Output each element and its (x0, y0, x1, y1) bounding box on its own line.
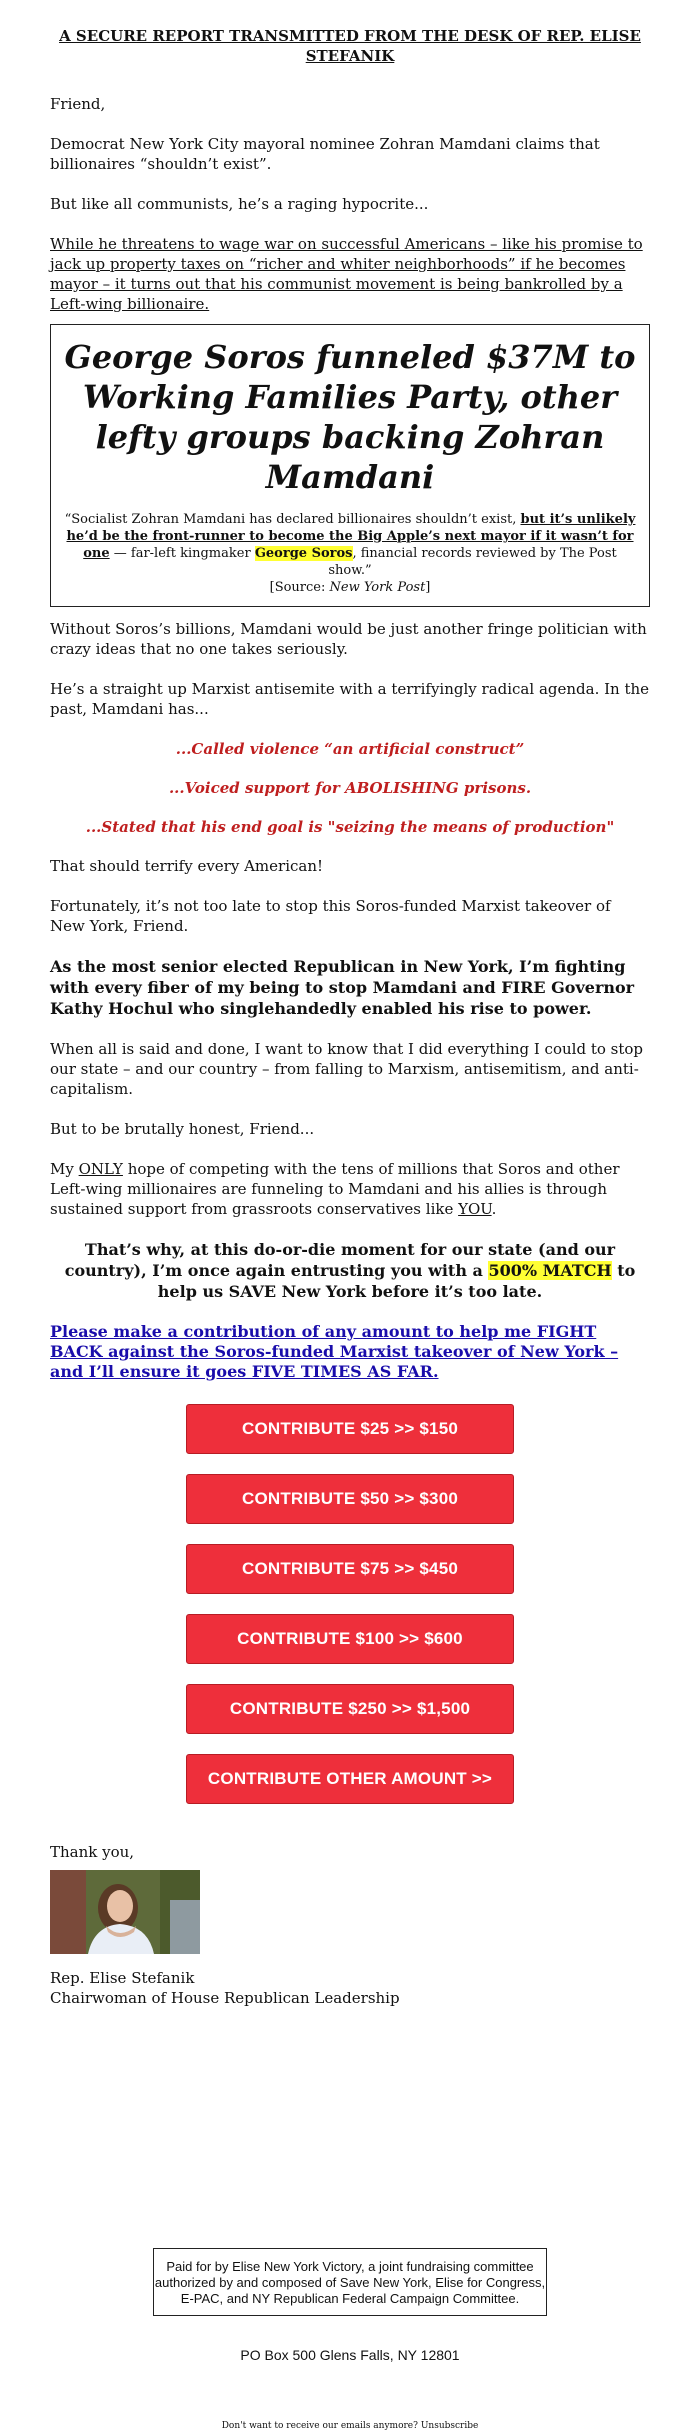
contribute-75-button[interactable]: CONTRIBUTE $75 >> $450 (186, 1544, 514, 1594)
mailing-address: PO Box 500 Glens Falls, NY 12801 (240, 2347, 460, 2363)
paragraph-11 (50, 1159, 650, 1219)
paragraph-4: Without Soros’s billions, Mamdani would be just another fringe politician with crazy ideas that no one takes seriously. (50, 620, 647, 658)
paragraph-3: While he threatens to wage war on successful Americans – like his promise to jack up property taxes on “richer and whiter neighborhoods” if he becomes mayor – it turns out that his communist movement is being bankrolled by a Left-wing billionaire. (50, 235, 643, 313)
p11-part-c: . (491, 1200, 497, 1218)
paragraph-8: As the most senior elected Republican in New York, I’m fighting with every fiber of my being to stop Mamdani and FIRE Governor Kathy Hochul who singlehandedly enabled his rise to power. (50, 957, 635, 1018)
paragraph-2: But like all communists, he’s a raging hypocrite... (50, 195, 429, 213)
stefanik-photo (50, 1870, 200, 1954)
news-quote-text (63, 511, 637, 596)
greeting: Friend, (50, 95, 106, 113)
unsubscribe-link[interactable]: Unsubscribe (420, 2421, 479, 2431)
quote-part-c: — far-left kingmaker (109, 546, 255, 561)
contribute-other-button[interactable]: CONTRIBUTE OTHER AMOUNT >> (186, 1754, 514, 1804)
spacer (50, 2008, 650, 2248)
match-highlight: 500% MATCH (488, 1261, 612, 1280)
contribute-25-button[interactable]: CONTRIBUTE $25 >> $150 (186, 1404, 514, 1454)
paragraph-9: When all is said and done, I want to know that I did everything I could to stop our state – and our country – from falling to Marxism, antisemitism, and anti-capitalism. (50, 1040, 644, 1098)
source-prefix: [Source: (269, 580, 330, 595)
thank-you: Thank you, (50, 1843, 135, 1861)
contribute-250-button[interactable]: CONTRIBUTE $250 >> $1,500 (186, 1684, 514, 1734)
red-claim-1: ...Called violence “an artificial construct” (175, 740, 525, 758)
signature-name: Rep. Elise Stefanik (50, 1969, 195, 1987)
p12-part-b: to help us SAVE New York before it’s too late. (157, 1261, 636, 1301)
p11-only: ONLY (78, 1160, 123, 1178)
source-name: New York Post (329, 580, 426, 595)
p12-part-a: That’s why, at this do-or-die moment for our state (and our country), I’m once again entrusting you with a (64, 1240, 616, 1280)
contribute-button-group (50, 1404, 650, 1804)
quote-highlight: George Soros (254, 546, 353, 561)
paragraph-5: He’s a straight up Marxist antisemite with a terrifyingly radical agenda. In the past, Mamdani has... (50, 680, 650, 718)
contribute-50-button[interactable]: CONTRIBUTE $50 >> $300 (186, 1474, 514, 1524)
p11-part-b: hope of competing with the tens of millions that Soros and other Left-wing millionaires are funneling to Mamdani and his allies is through sustained support from grassroots conservatives like (50, 1160, 620, 1218)
email-header: A SECURE REPORT TRANSMITTED FROM THE DESK OF REP. ELISE STEFANIK (59, 27, 641, 65)
red-claim-3: ...Stated that his end goal is "seizing the means of production" (85, 818, 615, 836)
source-suffix: ] (425, 580, 431, 595)
news-quote-box (50, 324, 650, 607)
unsubscribe-text: Don't want to receive our emails anymore? (221, 2421, 421, 2431)
p11-part-a: My (50, 1160, 79, 1178)
paragraph-1: Democrat New York City mayoral nominee Zohran Mamdani claims that billionaires “shouldn’t exist”. (50, 135, 600, 173)
p11-you: YOU (458, 1200, 492, 1218)
quote-part-b: but it’s unlikely he’d be the front-runner to become the Big Apple’s next mayor if it wasn’t for one (66, 512, 636, 561)
quote-part-d: , financial records reviewed by The Post show.” (328, 546, 617, 578)
email-body (50, 0, 650, 2432)
contribute-cta-link[interactable]: Please make a contribution of any amount to help me FIGHT BACK against the Soros-funded Marxist takeover of New York – and I’ll ensure it goes FIVE TIMES AS FAR. (50, 1322, 619, 1381)
paragraph-6: That should terrify every American! (50, 857, 324, 875)
quote-part-a: “Socialist Zohran Mamdani has declared billionaires shouldn’t exist, (64, 512, 521, 527)
paid-for-disclaimer: Paid for by Elise New York Victory, a joint fundraising committee authorized by and composed of Save New York, Elise for Congress, E-PAC, and NY Republican Federal Campaign Committee. (153, 2248, 547, 2316)
paragraph-10: But to be brutally honest, Friend... (50, 1120, 315, 1138)
news-headline: George Soros funneled $37M to Working Families Party, other lefty groups backing Zohran Mamdani (64, 338, 636, 496)
unsubscribe-line (50, 2420, 650, 2432)
red-claim-2: ...Voiced support for ABOLISHING prisons. (168, 779, 532, 797)
signature-title: Chairwoman of House Republican Leadership (50, 1989, 400, 2007)
portrait-image (50, 1870, 200, 1954)
paragraph-7: Fortunately, it’s not too late to stop this Soros-funded Marxist takeover of New York, Friend. (50, 897, 611, 935)
contribute-100-button[interactable]: CONTRIBUTE $100 >> $600 (186, 1614, 514, 1664)
paragraph-12 (50, 1239, 650, 1302)
